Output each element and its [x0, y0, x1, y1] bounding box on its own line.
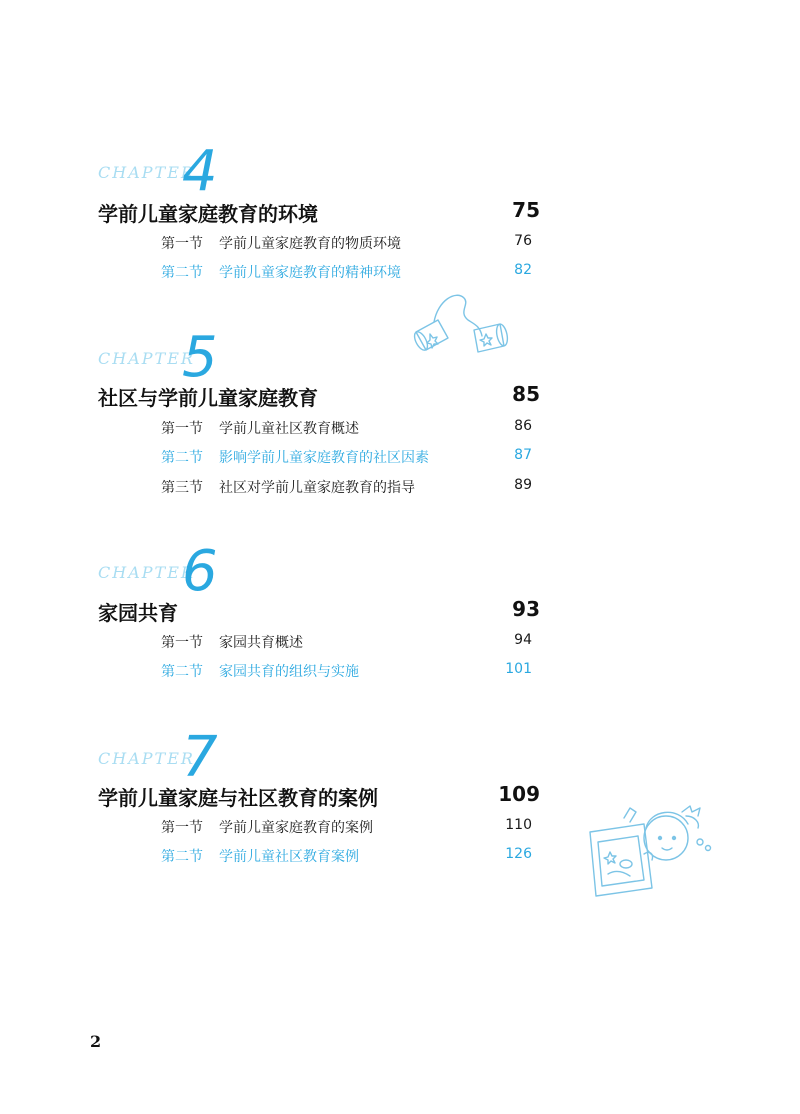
chapter-title[interactable]: 家园共育	[98, 601, 178, 625]
chapter-number: 6	[182, 539, 218, 604]
toc-entry[interactable]	[0, 262, 800, 284]
section-title: 学前儿童家庭教育的精神环境	[219, 265, 401, 281]
chapter-page[interactable]: 93	[512, 597, 540, 621]
section-number: 第三节	[161, 480, 203, 496]
section-title: 学前儿童社区教育概述	[219, 421, 359, 437]
section-title: 学前儿童家庭教育的案例	[219, 820, 373, 836]
section-page: 76	[514, 233, 532, 249]
chapter-number: 7	[182, 725, 218, 790]
page-number: 2	[90, 1032, 102, 1051]
section-number: 第一节	[161, 635, 203, 651]
toc-entry[interactable]	[0, 418, 800, 440]
girl-with-drawing-board-icon	[580, 790, 715, 902]
section-number: 第二节	[161, 664, 203, 680]
section-title: 影响学前儿童家庭教育的社区因素	[219, 450, 429, 466]
chapter-heading	[98, 522, 298, 604]
section-title: 学前儿童家庭教育的物质环境	[219, 236, 401, 252]
chapter-title[interactable]: 学前儿童家庭与社区教育的案例	[98, 786, 378, 810]
chapter-heading	[98, 122, 298, 204]
section-page: 94	[514, 632, 532, 648]
section-title: 家园共育概述	[219, 635, 303, 651]
chapter-number: 5	[182, 325, 218, 390]
section-page: 82	[514, 262, 532, 278]
section-number: 第一节	[161, 421, 203, 437]
toc-entry[interactable]	[0, 477, 800, 499]
chapter-label: CHAPTER	[98, 349, 195, 368]
chapter-title[interactable]: 学前儿童家庭教育的环境	[98, 202, 318, 226]
section-title: 学前儿童社区教育案例	[219, 849, 359, 865]
toc-entry[interactable]	[0, 632, 800, 654]
section-page: 110	[505, 817, 532, 833]
section-number: 第二节	[161, 265, 203, 281]
toc-entry[interactable]	[0, 661, 800, 683]
section-title: 社区对学前儿童家庭教育的指导	[219, 480, 415, 496]
chapter-label: CHAPTER	[98, 749, 195, 768]
section-page: 86	[514, 418, 532, 434]
section-number: 第二节	[161, 849, 203, 865]
chapter-label: CHAPTER	[98, 563, 195, 582]
tin-can-phone-icon	[408, 290, 518, 368]
chapter-page[interactable]: 109	[498, 782, 540, 806]
chapter-title[interactable]: 社区与学前儿童家庭教育	[98, 386, 318, 410]
toc-entry[interactable]	[0, 447, 800, 469]
chapter-heading	[98, 708, 298, 790]
section-page: 126	[505, 846, 532, 862]
chapter-label: CHAPTER	[98, 163, 195, 182]
section-page: 89	[514, 477, 532, 493]
chapter-page[interactable]: 75	[512, 198, 540, 222]
toc-entry[interactable]	[0, 233, 800, 255]
section-number: 第二节	[161, 450, 203, 466]
section-number: 第一节	[161, 236, 203, 252]
chapter-page[interactable]: 85	[512, 382, 540, 406]
chapter-number: 4	[182, 139, 218, 204]
section-page: 101	[505, 661, 532, 677]
section-title: 家园共育的组织与实施	[219, 664, 359, 680]
chapter-heading	[98, 308, 298, 390]
section-page: 87	[514, 447, 532, 463]
section-number: 第一节	[161, 820, 203, 836]
